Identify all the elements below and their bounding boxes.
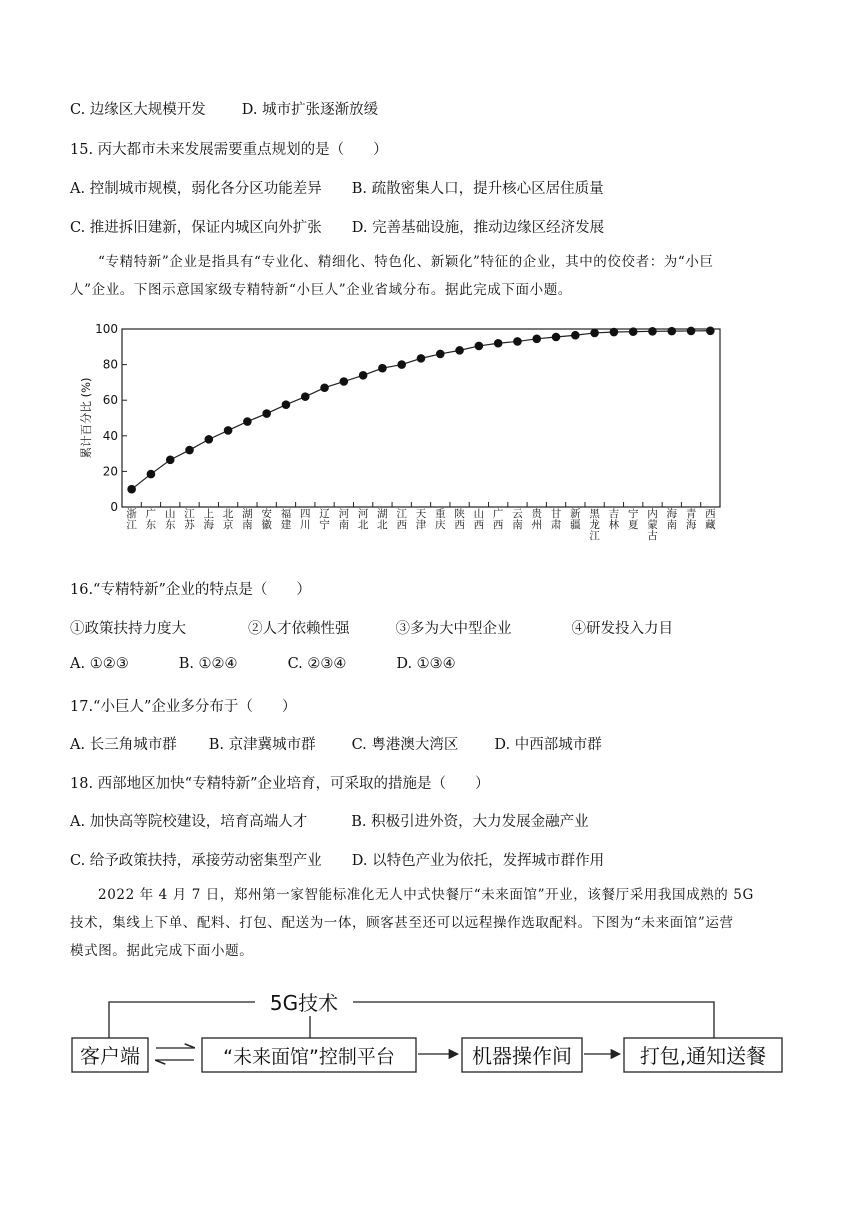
q17-options: [70, 733, 602, 754]
x-tick-label: [204, 507, 215, 531]
q15-option-row-ab: [70, 177, 604, 198]
x-tick-char: 西: [396, 519, 407, 531]
x-tick-char: 辽: [319, 508, 330, 520]
q18-option-c: C. 给予政策扶持，承接劳动密集型产业: [70, 853, 322, 869]
y-axis-label: 累计百分比 (%): [79, 377, 93, 459]
intro-paragraph-2: [70, 881, 792, 965]
q18-option-a: A. 加快高等院校建设，培育高端人才: [70, 814, 308, 830]
x-tick-char: 陕: [454, 508, 465, 520]
x-tick-label: [531, 507, 543, 531]
x-tick-label: [435, 507, 446, 531]
x-tick-label: [223, 508, 234, 531]
chart-axes: [95, 322, 720, 514]
x-tick-label: [589, 508, 600, 542]
x-tick-char: 贵: [531, 508, 542, 520]
x-tick-label: [628, 507, 639, 531]
q17-option-d: D. 中西部城市群: [494, 737, 602, 753]
x-tick-char: 疆: [570, 519, 581, 531]
x-tick-label: [551, 507, 562, 531]
x-tick-char: 河: [357, 508, 369, 520]
x-tick-label: [609, 507, 620, 531]
x-tick-char: 津: [415, 519, 427, 531]
data-point: [166, 456, 175, 465]
x-tick-char: 西: [492, 519, 504, 531]
x-tick-char: 新: [570, 508, 581, 520]
x-tick-char: 湖: [242, 508, 253, 520]
x-tick-char: 重: [435, 508, 446, 520]
y-tick-label: 40: [102, 428, 118, 443]
tech-connector-left: [109, 1002, 255, 1038]
platform-label: “未来面馆”控制平台: [223, 1046, 395, 1068]
q18-option-row-ab: [70, 810, 589, 831]
machine-label: 机器操作间: [472, 1044, 572, 1068]
q16-option-c: C. ②③④: [287, 656, 347, 672]
data-point: [648, 327, 657, 336]
data-point: [455, 346, 464, 355]
x-tick-char: 古: [647, 530, 658, 542]
x-tick-char: 宁: [319, 519, 330, 531]
data-point: [301, 392, 310, 401]
x-tick-char: 川: [300, 519, 311, 531]
x-tick-char: 西: [705, 508, 716, 520]
x-tick-label: [319, 508, 330, 531]
data-point: [629, 327, 638, 336]
x-tick-char: 安: [261, 508, 272, 520]
y-tick-label: 0: [110, 500, 118, 514]
x-tick-char: 江: [126, 519, 137, 531]
intro2-line3: 模式图。据此完成下面小题。: [70, 943, 254, 959]
y-tick-label: 100: [95, 322, 118, 336]
x-tick-label: [146, 507, 157, 531]
cumulative-percentage-chart: [70, 312, 730, 552]
q17-stem: 17.“小巨人”企业多分布于（ ）: [70, 699, 297, 715]
x-tick-char: 海: [666, 508, 678, 520]
delivery-label: 打包,通知送餐: [639, 1044, 767, 1068]
x-tick-char: 黑: [589, 508, 600, 520]
data-point: [205, 435, 214, 444]
x-tick-label: [570, 508, 581, 531]
x-tick-char: 南: [338, 519, 350, 531]
data-point: [552, 333, 561, 342]
x-tick-char: 天: [415, 508, 427, 520]
x-tick-char: 广: [145, 508, 157, 520]
data-point: [513, 337, 522, 346]
x-tick-char: 建: [280, 519, 292, 531]
x-tick-char: 东: [164, 519, 176, 531]
q14-option-d: D. 城市扩张逐渐放缓: [241, 102, 379, 118]
x-tick-label: [396, 508, 407, 531]
x-tick-label: [474, 507, 485, 531]
x-tick-char: 云: [512, 508, 523, 520]
x-tick-char: 福: [280, 508, 292, 520]
q15-option-a: A. 控制城市规模，弱化各分区功能差异: [70, 181, 322, 197]
x-tick-char: 山: [473, 508, 485, 520]
data-point: [127, 485, 136, 494]
q17-option-b: B. 京津冀城市群: [208, 737, 316, 753]
q15-option-c: C. 推进拆旧建新，保证内城区向外扩张: [70, 220, 322, 236]
x-tick-label: [339, 508, 350, 531]
x-tick-label: [184, 508, 195, 531]
x-tick-char: 庆: [435, 519, 446, 531]
x-tick-char: 京: [222, 519, 234, 531]
q16-option-d: D. ①③④: [396, 656, 456, 672]
x-tick-char: 夏: [627, 519, 639, 531]
client-label: 客户端: [80, 1044, 140, 1068]
data-point: [378, 364, 387, 373]
y-tick-label: 80: [102, 357, 118, 372]
x-tick-label: [667, 507, 678, 531]
q14-option-c: C. 边缘区大规模开发: [70, 102, 206, 118]
q15-option-d: D. 完善基础设施，推动边缘区经济发展: [351, 220, 605, 236]
x-tick-label: [512, 508, 523, 531]
data-point: [282, 400, 291, 409]
data-point: [359, 371, 368, 380]
x-tick-char: 西: [454, 519, 465, 531]
x-tick-label: [261, 507, 272, 531]
q18-option-b: B. 积极引进外资，大力发展金融产业: [351, 814, 589, 830]
x-tick-char: 内: [647, 508, 658, 520]
x-tick-label: [300, 508, 311, 531]
q14-option-row: [70, 98, 378, 119]
x-tick-char: 上: [203, 508, 215, 520]
x-tick-char: 北: [222, 508, 234, 520]
x-tick-label: [281, 507, 292, 531]
q15-option-row-cd: [70, 216, 604, 237]
x-tick-char: 江: [396, 508, 407, 520]
data-point: [262, 409, 271, 418]
data-point: [610, 328, 619, 337]
x-tick-char: 蒙: [647, 519, 658, 531]
tech-label: 5G技术: [269, 991, 339, 1015]
x-tick-char: 江: [589, 530, 600, 542]
q16-statement-1: ①政策扶持力度大: [70, 621, 186, 637]
x-tick-label: [358, 508, 369, 531]
x-tick-label: [705, 508, 716, 531]
intro2-line2: 技术，集线上下单、配料、打包、配送为一体，顾客甚至还可以远程操作选取配料。下图为“未来面馆”运营: [70, 915, 734, 931]
x-tick-char: 吉: [608, 508, 620, 520]
chart-labels: [79, 377, 716, 542]
tech-connector-right: [353, 1002, 714, 1038]
intro-paragraph-1: [70, 248, 792, 304]
q17-option-c: C. 粤港澳大湾区: [351, 737, 459, 753]
x-tick-char: 湖: [377, 508, 388, 520]
x-tick-char: 肃: [550, 519, 562, 531]
q18-option-d: D. 以特色产业为依托，发挥城市群作用: [351, 853, 605, 869]
q18-stem: 18. 西部地区加快“专精特新”企业培育，可采取的措施是（ ）: [70, 776, 490, 792]
y-tick-label: 60: [102, 393, 118, 408]
x-tick-char: 浙: [126, 508, 137, 520]
data-point: [687, 327, 696, 336]
data-point: [320, 383, 329, 392]
x-tick-char: 广: [492, 508, 504, 520]
future-noodle-operation-diagram: [70, 980, 790, 1080]
data-point: [571, 331, 580, 340]
x-tick-char: 苏: [184, 519, 195, 531]
q18-option-row-cd: [70, 849, 604, 870]
x-tick-char: 州: [531, 519, 542, 531]
x-tick-char: 青: [685, 508, 697, 520]
x-tick-label: [126, 507, 137, 531]
x-tick-char: 徽: [261, 519, 272, 531]
x-tick-char: 四: [300, 508, 311, 520]
x-tick-char: 北: [357, 519, 369, 531]
x-tick-label: [493, 507, 504, 531]
x-tick-label: [242, 507, 253, 531]
x-tick-char: 北: [377, 519, 388, 531]
x-tick-label: [416, 508, 427, 531]
x-tick-char: 南: [666, 519, 678, 531]
x-tick-char: 海: [685, 519, 697, 531]
x-tick-char: 西: [473, 519, 485, 531]
data-point: [243, 417, 252, 426]
x-tick-char: 江: [184, 508, 195, 520]
x-tick-char: 甘: [550, 508, 562, 520]
intro1-line1: “专精特新”企业是指具有“专业化、精细化、特色化、新颖化”特征的企业，其中的佼佼者：为“小巨: [98, 254, 714, 270]
data-point: [667, 327, 676, 336]
data-point: [147, 470, 156, 479]
data-point: [706, 326, 715, 335]
data-point: [475, 342, 484, 351]
q16-statement-3: ③多为大中型企业: [395, 621, 512, 637]
x-tick-label: [165, 507, 176, 531]
q16-statements: [70, 617, 673, 638]
intro1-line2: 人”企业。下图示意国家级专精特新“小巨人”企业省域分布。据此完成下面小题。: [70, 282, 572, 298]
x-tick-label: [647, 507, 658, 542]
x-tick-char: 海: [203, 519, 215, 531]
x-tick-char: 藏: [705, 519, 716, 531]
x-tick-label: [377, 507, 388, 531]
data-point: [224, 426, 233, 435]
q15-stem: 15. 丙大都市未来发展需要重点规划的是（ ）: [70, 142, 388, 158]
x-tick-char: 林: [608, 519, 620, 531]
q16-options: [70, 656, 456, 672]
data-point: [417, 354, 426, 363]
data-point: [185, 446, 194, 455]
x-tick-char: 南: [242, 519, 253, 531]
data-point: [436, 350, 445, 359]
q16-statement-4: ④研发投入力目: [571, 621, 673, 637]
q16-option-a: A. ①②③: [70, 656, 129, 672]
q15-option-b: B. 疏散密集人口，提升核心区居住质量: [351, 181, 604, 197]
chart-points: [127, 326, 714, 493]
x-tick-char: 宁: [627, 508, 639, 520]
q17-option-a: A. 长三角城市群: [70, 737, 177, 753]
q16-statement-2: ②人才依赖性强: [248, 621, 350, 637]
y-tick-label: 20: [102, 464, 118, 479]
x-tick-label: [454, 507, 465, 531]
intro2-line1: 2022 年 4 月 7 日，郑州第一家智能标准化无人中式快餐厅“未来面馆”开业，该餐厅采用我国成熟的 5G: [98, 887, 754, 903]
data-point: [494, 339, 503, 348]
q16-option-b: B. ①②④: [178, 656, 238, 672]
data-point: [397, 360, 406, 369]
x-tick-char: 东: [145, 519, 157, 531]
x-tick-char: 南: [512, 519, 523, 531]
x-tick-char: 山: [164, 508, 176, 520]
data-point: [590, 329, 599, 338]
data-point: [532, 334, 541, 343]
x-tick-char: 龙: [589, 519, 600, 531]
x-tick-label: [686, 507, 697, 531]
data-point: [340, 377, 349, 386]
x-tick-char: 河: [338, 508, 350, 520]
q16-stem: 16.“专精特新”企业的特点是（ ）: [70, 582, 311, 598]
